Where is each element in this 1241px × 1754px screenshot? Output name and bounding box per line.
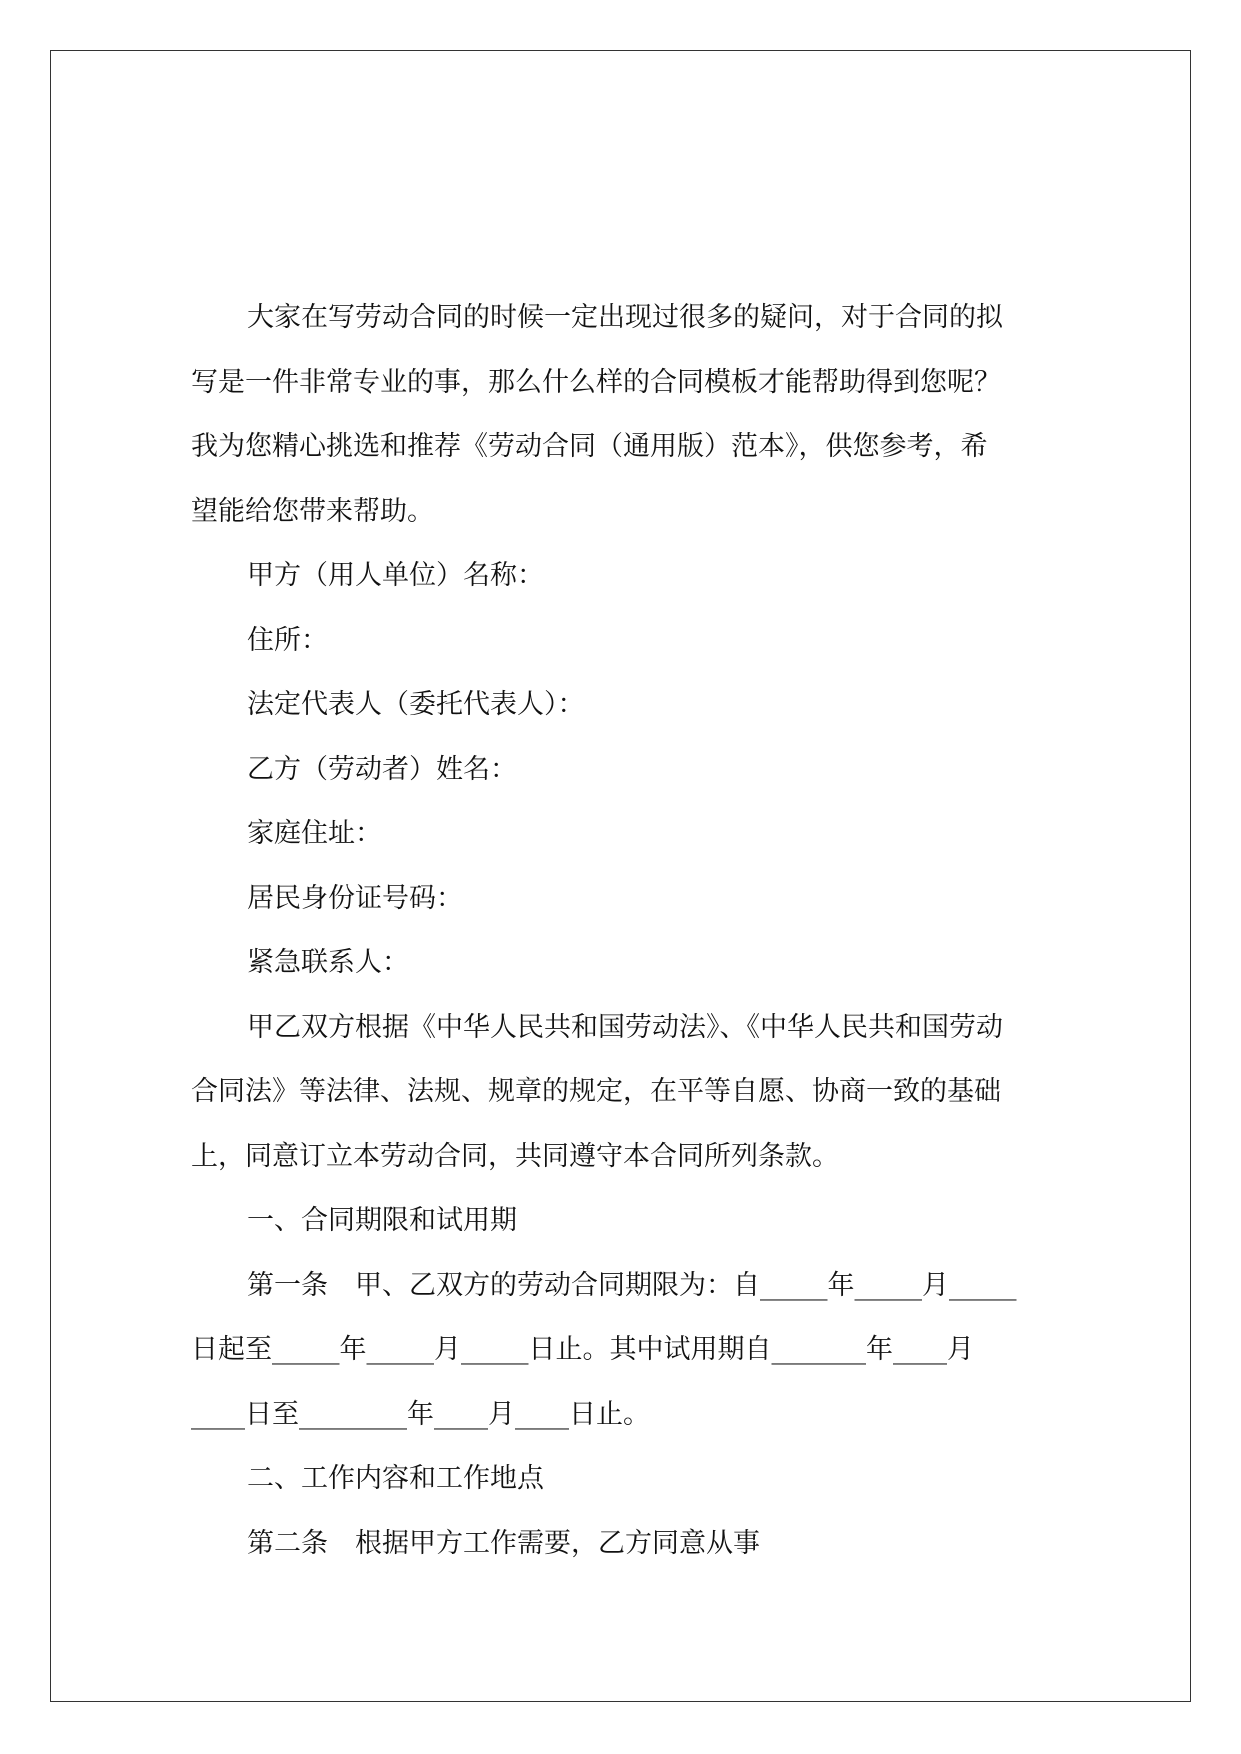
preamble-line: 合同法》等法律、法规、规章的规定，在平等自愿、协商一致的基础 <box>191 1076 1001 1107</box>
intro-line: 望能给您带来帮助。 <box>191 495 434 527</box>
article-line: 日起至_____年_____月_____日止。其中试用期自_______年____月 <box>191 1334 974 1365</box>
preamble-line: 甲乙双方根据《中华人民共和国劳动法》、《中华人民共和国劳动 <box>247 1011 1003 1043</box>
article-1 <box>191 1254 1051 1448</box>
preamble-paragraph <box>191 996 1051 1190</box>
article-2 <box>191 1512 1051 1577</box>
intro-line: 大家在写劳动合同的时候一定出现过很多的疑问，对于合同的拟 <box>247 302 1003 333</box>
document-body <box>191 286 1051 1576</box>
article-line: 第一条 甲、乙双方的劳动合同期限为：自_____年_____月_____ <box>247 1269 1017 1301</box>
field-legal-representative: 法定代表人（委托代表人）： <box>247 689 585 720</box>
article-line: ____日至________年____月____日止。 <box>191 1398 650 1430</box>
field-party-a-name: 甲方（用人单位）名称： <box>247 560 544 591</box>
field-id-number: 居民身份证号码： <box>247 882 463 914</box>
field-home-address: 家庭住址： <box>247 818 382 849</box>
preamble-line: 上，同意订立本劳动合同，共同遵守本合同所列条款。 <box>191 1140 839 1172</box>
intro-paragraph <box>191 286 1051 544</box>
field-address: 住所： <box>247 624 328 656</box>
article-line: 第二条 根据甲方工作需要，乙方同意从事 <box>247 1527 760 1559</box>
intro-line: 写是一件非常专业的事，那么什么样的合同模板才能帮助得到您呢？ <box>191 366 1001 398</box>
section-heading-term: 一、合同期限和试用期 <box>247 1205 517 1236</box>
intro-line: 我为您精心挑选和推荐《劳动合同（通用版）范本》，供您参考，希 <box>191 431 988 462</box>
party-fields <box>191 544 1051 996</box>
section-heading-work: 二、工作内容和工作地点 <box>247 1463 544 1494</box>
field-party-b-name: 乙方（劳动者）姓名： <box>247 753 517 785</box>
field-emergency-contact: 紧急联系人： <box>247 947 409 978</box>
